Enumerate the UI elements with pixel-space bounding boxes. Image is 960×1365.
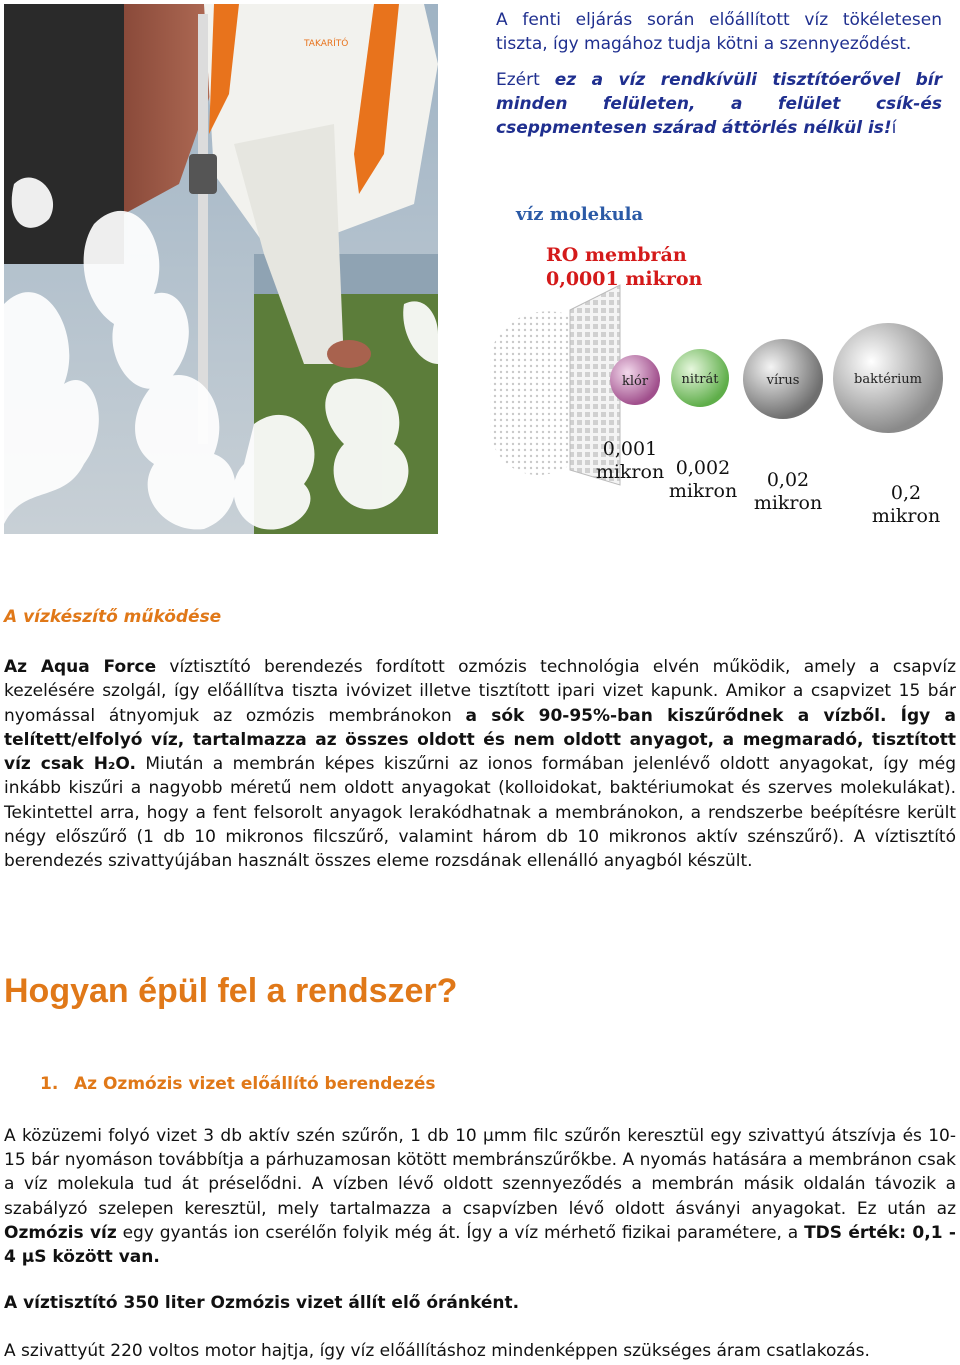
particle-size-unit: mikron [871,505,941,527]
particle-name: vírus [766,373,800,388]
shirt-logo-text: TAKARÍTÓ [304,39,349,49]
water-molecule-cloud [490,311,582,475]
particle-size-value: 0,02 [766,469,810,491]
particle-name: baktérium [854,372,922,387]
system-heading: Hogyan épül fel a rendszer? [4,972,458,1010]
power-statement: A szivattyút 220 voltos motor hajtja, így víz előállításhoz mindenképpen szükséges áram csatlakozás. [4,1341,870,1361]
sub-heading-number: 1. [40,1074,59,1094]
paragraph-bold: a sók 90-95%-ban kiszűrődnek a vízből. Így a telített/elfolyó víz, tartalmazza az összes oldott és nem oldott anyagot, a megmaradó, tisztított víz csak H₂O. [4,705,956,775]
description-paragraph [4,655,956,874]
particle-size-value: 0,002 [675,457,731,479]
intro-tail: í [891,118,897,138]
intro-text [496,8,942,152]
intro-paragraph-2 [496,68,942,140]
ro-membrane-diagram [480,195,950,535]
particle-size-unit: mikron [595,461,665,483]
particle-size-unit: mikron [668,480,738,502]
paragraph-text: Miután a membrán képes kiszűrni az ionos formában jelenlévő oldott anyagokat, így még inkább kiszűri a nagyobb méretű nem oldott anyagokat (kolloidokat, baktériumokat és szerves molekulákat). Tekintettel arra, hogy a fent felsorolt anyagok lerakódhatnak a membránokon, a rendszerbe beépítésre került négy előszűrő (1 db 10 mikronos filcszűrő, valamint három db 10 mikronos aktív szénszűrő). A víztisztító berendezés szivattyújában használt összes eleme rozsdának ellenálló anyagból készült. [4,754,956,872]
water-molecule-label: víz molekula [516,204,644,225]
cleaning-photo-illustration [4,4,438,534]
particle-nitrate [669,349,737,502]
paragraph-text: víztisztító berendezés fordított ozmózis technológia elvén működik, amely a csapvíz kezelésére szolgál, így előállítva tiszta ivóvizet illetve tisztított ipari vizet kapunk. Amikor a csapvizet 15 bár nyomással átnyomjuk az ozmózis membránokon [4,657,956,726]
brand-name: Az Aqua Force [4,657,157,677]
sub-heading-text: Az Ozmózis vizet előállító berendezés [74,1074,436,1094]
process-paragraph [4,1124,956,1269]
particle-size-value: 0,001 [602,438,658,460]
section-title: A vízkészítő működése [4,607,222,627]
particle-name: nitrát [681,372,719,387]
particle-virus [743,339,823,514]
membrane-label: RO membrán [546,244,687,266]
intro-paragraph-1: A fenti eljárás során előállított víz tökéletesen tiszta, így magához tudja kötni a szennyeződést. [496,10,942,54]
particle-bacteria [833,323,943,527]
particle-size-unit: mikron [753,492,823,514]
paragraph-bold: Ozmózis víz [4,1222,117,1243]
membrane-size-label: 0,0001 mikron [546,268,703,290]
paragraph-text: egy gyantás ion cserélőn folyik még át. Így a víz mérhető fizikai paramétere, a [116,1222,805,1243]
intro-emphasis: ez a víz rendkívüli tisztítóerővel bír minden felületen, a felület csík-és cseppmentesen szárad áttörlés nélkül is! [496,70,942,138]
particle-name: klór [621,374,649,389]
sub-heading [40,1074,436,1094]
capacity-statement: A víztisztító 350 liter Ozmózis vizet állít elő óránként. [4,1293,520,1313]
particle-size-value: 0,2 [890,482,922,504]
cleaning-photo [4,4,438,534]
paragraph-bold: TDS érték: 0,1 - 4 μS között van. [4,1222,956,1268]
intro-lead: Ezért [496,70,555,90]
paragraph-text: A közüzemi folyó vizet 3 db aktív szén szűrőn, 1 db 10 μmm filc szűrőn keresztül egy szivattyú átszívja és 10-15 bár nyomáson továbbítja a párhuzamosan kötött membránszűrőkbe. A nyomás hatására a membránon csak a víz molekula tud át préselődni. A vízben lévő oldott szennyeződés a membrán másik oldalán távozik a szabályzó szelepen keresztül, mely tartalmazza a csapvízben lévő oldott ásványi anyagokat. Ez után az [4,1126,956,1219]
